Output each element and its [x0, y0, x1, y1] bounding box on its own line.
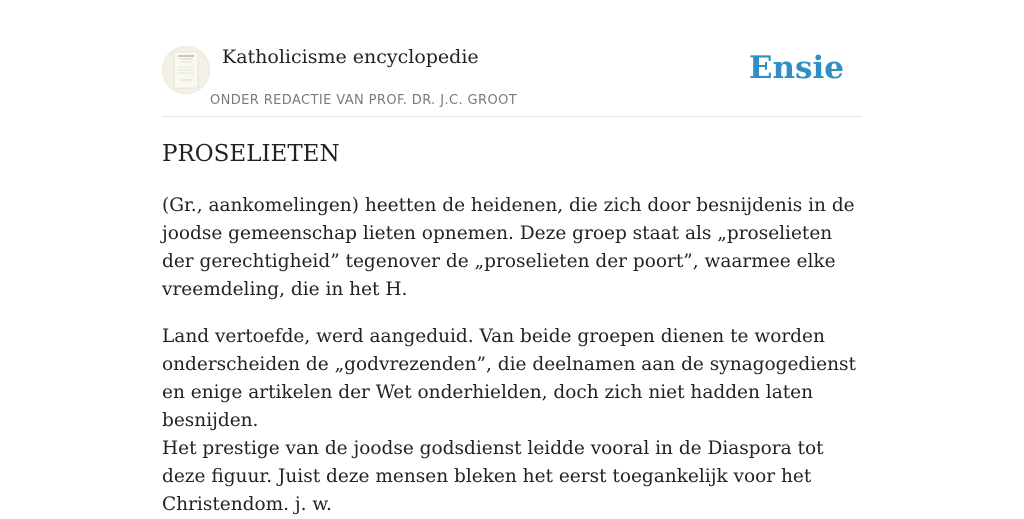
editor-line: ONDER REDACTIE VAN PROF. DR. J.C. GROOT: [210, 93, 518, 108]
article-title: PROSELIETEN: [162, 141, 340, 167]
book-cover-icon[interactable]: [162, 46, 210, 94]
article-paragraph: (Gr., aankomelingen) heetten de heidenen, die zich door besnijdenis in de joodse gemeenschap lieten opnemen. Deze groep staat als „proselieten der gerechtigheid” tegenover de „proselieten der poort”, waarmee elke vreemdeling, die in het H.: [162, 195, 855, 300]
page: [162, 0, 862, 515]
ensie-logo-link[interactable]: Ensie: [748, 50, 844, 86]
article-paragraph: Het prestige van de joodse godsdienst leidde vooral in de Diaspora tot deze figuur. Juist deze mensen bleken het eerst toegankelijk voor het Christendom. j. w.: [162, 438, 824, 515]
article-paragraph: Land vertoefde, werd aangeduid. Van beide groepen dienen te worden onderscheiden de „godvrezenden”, die deelnamen aan de synagogedienst en enige artikelen der Wet onderhielden, doch zich niet hadden laten besnijden.: [162, 326, 856, 431]
site-header: [162, 0, 862, 117]
encyclopedia-title[interactable]: Katholicisme encyclopedie: [222, 46, 479, 68]
